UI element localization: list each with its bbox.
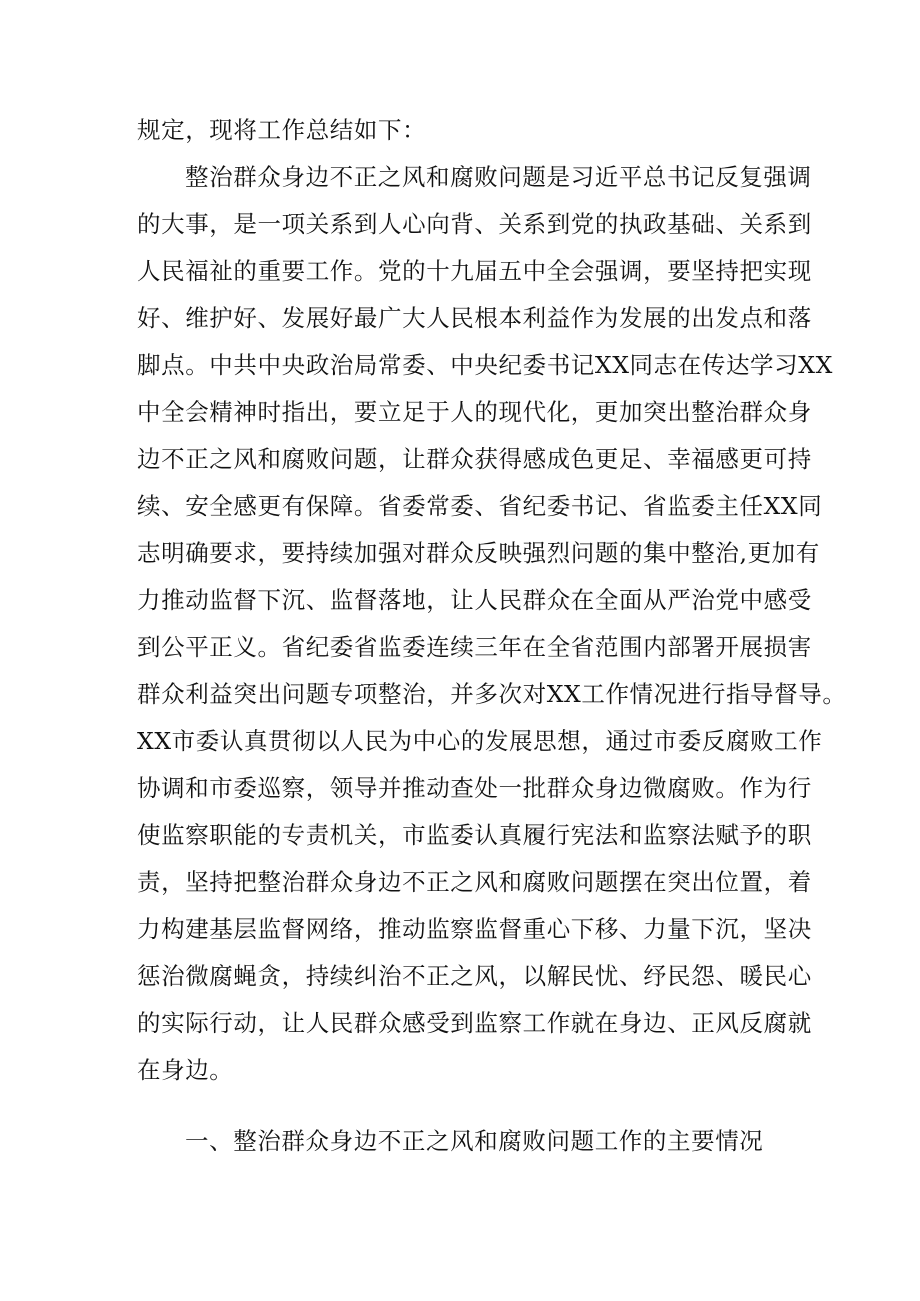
text-line: 使监察职能的专责机关，市监委认真履行宪法和监察法赋予的职 — [137, 821, 812, 849]
section-heading: 一、整治群众身边不正之风和腐败问题工作的主要情况 — [185, 1127, 764, 1155]
text-line: 续、安全感更有保障。省委常委、省纪委书记、省监委主任XX同 — [137, 492, 823, 520]
text-line: 力推动监督下沉、监督落地，让人民群众在全面从严治党中感受 — [137, 586, 812, 614]
text-line: 到公平正义。省纪委省监委连续三年在全省范围内部署开展损害 — [137, 633, 812, 661]
paragraph-first-line: 整治群众身边不正之风和腐败问题是习近平总书记反复强调 — [185, 163, 812, 191]
text-line: 惩治微腐蝇贪，持续纠治不正之风，以解民忧、纾民怨、暖民心 — [137, 962, 812, 990]
text-line: 好、维护好、发展好最广大人民根本利益作为发展的出发点和落 — [137, 304, 812, 332]
text-line: 中全会精神时指出，要立足于人的现代化，更加突出整治群众身 — [137, 398, 812, 426]
text-line: 责，坚持把整治群众身边不正之风和腐败问题摆在突出位置，着 — [137, 868, 812, 896]
text-line: 边不正之风和腐败问题，让群众获得感成色更足、幸福感更可持 — [137, 445, 812, 473]
text-line: 人民福祉的重要工作。党的十九届五中全会强调，要坚持把实现 — [137, 257, 812, 285]
text-line: 在身边。 — [137, 1056, 234, 1084]
text-line: 力构建基层监督网络，推动监察监督重心下移、力量下沉，坚决 — [137, 915, 812, 943]
text-line: 的大事，是一项关系到人心向背、关系到党的执政基础、关系到 — [137, 210, 812, 238]
text-line: 的实际行动，让人民群众感受到监察工作就在身边、正风反腐就 — [137, 1009, 812, 1037]
text-line: 协调和市委巡察，领导并推动查处一批群众身边微腐败。作为行 — [137, 774, 812, 802]
text-line: 群众利益突出问题专项整治，并多次对XX工作情况进行指导督导。 — [137, 680, 847, 708]
text-line: 规定，现将工作总结如下： — [137, 116, 427, 144]
text-line: 脚点。中共中央政治局常委、中央纪委书记XX同志在传达学习XX — [137, 351, 833, 379]
text-line: 志明确要求，要持续加强对群众反映强烈问题的集中整治,更加有 — [137, 539, 820, 567]
text-line: XX市委认真贯彻以人民为中心的发展思想，通过市委反腐败工作 — [137, 727, 823, 755]
